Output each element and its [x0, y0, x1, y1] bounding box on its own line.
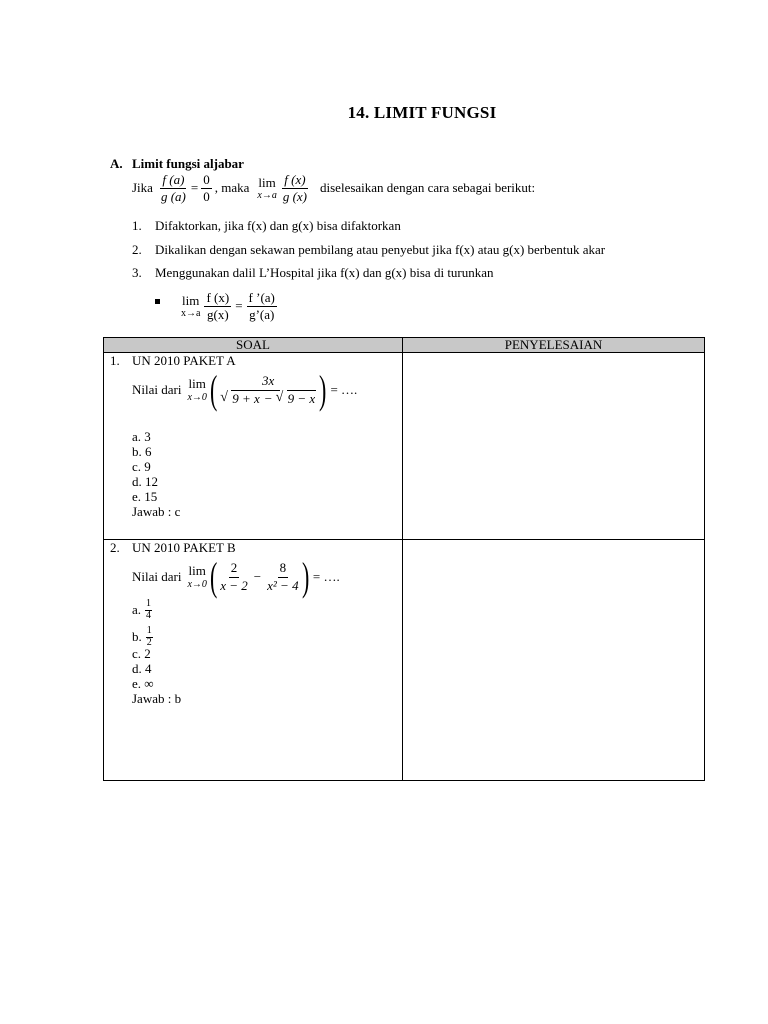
q1-numerator: 3x: [256, 374, 280, 390]
option-fraction: [146, 626, 153, 648]
q1-soal-cell: [104, 353, 403, 540]
q2-answer: Jawab : b: [132, 691, 182, 706]
fx-over-gx-2: [204, 291, 231, 323]
q2-f1-den: x − 2: [220, 577, 248, 593]
q1-title: UN 2010 PAKET A: [132, 353, 236, 368]
q2-fraction-2: [265, 561, 300, 593]
q2-f2-num: 8: [278, 561, 289, 577]
q2-lim: [187, 564, 206, 589]
method-text: Menggunakan dalil L’Hospital jika f(x) dan g(x) bisa di turunkan: [155, 265, 494, 280]
intro-formula: [132, 173, 535, 205]
q2-soal-cell: [104, 540, 403, 781]
option-num: 1: [146, 598, 152, 609]
right-paren: ): [319, 367, 327, 412]
q2-option-b: [132, 626, 153, 648]
q2-number: 2.: [110, 540, 120, 555]
header-penyelesaian: PENYELESAIAN: [403, 338, 705, 353]
q1-suffix: = ….: [330, 381, 358, 397]
option-den: 4: [146, 609, 152, 621]
q1-root2: 9 − x: [287, 390, 316, 406]
q1-fraction: [218, 374, 318, 406]
hospital-lim-sub: x→a: [181, 308, 201, 320]
left-paren: (: [209, 367, 218, 412]
table-row: [104, 353, 705, 540]
option-item: d. 4: [132, 661, 152, 676]
method-3: [132, 265, 494, 281]
left-paren: (: [209, 554, 218, 599]
option-item: e. 15: [132, 489, 158, 504]
method-num: 1.: [132, 218, 142, 233]
q1-lim-word: lim: [188, 376, 206, 392]
intro-tail: diselesaikan dengan cara sebagai berikut:: [320, 180, 536, 196]
option-item: a. 3: [132, 429, 151, 444]
zero-num: 0: [201, 173, 212, 189]
fa-text: f (a): [160, 173, 186, 189]
method-2: [132, 242, 606, 258]
option-item: b. 6: [132, 444, 152, 459]
method-text: Dikalikan dengan sekawan pembilang atau penyebut jika f(x) atau g(x) berbentuk akar: [155, 242, 606, 257]
q1-lim-sub: x→0: [187, 391, 207, 403]
q1-prefix: Nilai dari: [132, 381, 182, 397]
fa-over-ga: [159, 173, 188, 205]
fx-over-gx: [281, 173, 309, 205]
method-1: [132, 218, 401, 234]
method-num: 3.: [132, 265, 142, 280]
method-text: Difaktorkan, jika f(x) dan g(x) bisa difaktorkan: [155, 218, 401, 233]
fpa-over-gpa: [247, 291, 277, 323]
q2-penyelesaian-cell: [403, 540, 705, 781]
right-paren: ): [301, 554, 309, 599]
q1-number: 1.: [110, 353, 120, 368]
q2-option-a: [132, 599, 152, 621]
intro-jika: Jika: [132, 180, 153, 196]
bullet-icon: [155, 299, 160, 304]
option-fraction: [145, 599, 152, 621]
q1-options: [132, 429, 180, 519]
page-title: 14. LIMIT FUNGSI: [347, 103, 497, 122]
option-num: 1: [146, 625, 152, 636]
q2-minus: −: [253, 568, 262, 584]
method-num: 2.: [132, 242, 142, 257]
intro-lim-sub: x→a: [257, 190, 277, 202]
intro-eq: =: [190, 180, 199, 196]
problem-table: [103, 337, 705, 781]
hospital-lim: [181, 294, 200, 319]
option-item: c. 9: [132, 459, 151, 474]
intro-lim-word: lim: [258, 175, 276, 191]
q1-answer: Jawab : c: [132, 504, 181, 519]
fx2-text: f (x): [204, 291, 231, 307]
q2-expression: [132, 554, 340, 599]
fpa-text: f ’(a): [247, 291, 277, 307]
q2-f2-den: x² − 4: [267, 577, 299, 593]
option-label: b.: [132, 628, 142, 644]
q2-title: UN 2010 PAKET B: [132, 540, 236, 555]
q1-root1: 9 + x: [232, 390, 260, 406]
q1-minus: −: [263, 390, 273, 406]
q2-fraction-1: [218, 561, 250, 593]
zero-over-zero: [201, 173, 212, 205]
fx-text: f (x): [282, 173, 307, 189]
q1-penyelesaian-cell: [403, 353, 705, 540]
q2-options: [132, 646, 181, 706]
gx2-text: g(x): [206, 307, 229, 323]
hospital-lim-word: lim: [182, 293, 200, 309]
intro-lim: [257, 176, 276, 201]
table-row: [104, 540, 705, 781]
q1-lim: [187, 377, 206, 402]
option-label: a.: [132, 601, 142, 617]
q2-prefix: Nilai dari: [132, 568, 182, 584]
hospital-eq: =: [235, 298, 243, 314]
q2-f1-num: 2: [229, 561, 240, 577]
q2-suffix: = ….: [312, 568, 340, 584]
zero-den: 0: [203, 189, 210, 205]
section-heading: Limit fungsi aljabar: [132, 156, 244, 171]
option-item: d. 12: [132, 474, 158, 489]
option-item: e. ∞: [132, 676, 154, 691]
q1-expression: [132, 367, 358, 412]
gx-text: g (x): [282, 189, 308, 205]
header-soal: SOAL: [104, 338, 403, 353]
sqrt-icon: [277, 392, 317, 406]
option-item: c. 2: [132, 646, 151, 661]
hospital-formula: [155, 291, 278, 323]
table-header-row: [104, 338, 705, 353]
q2-lim-word: lim: [188, 563, 206, 579]
ga-text: g (a): [160, 189, 186, 205]
section-label: A.: [110, 156, 123, 171]
intro-maka: , maka: [214, 180, 250, 196]
gpa-text: g’(a): [249, 307, 275, 323]
sqrt-icon: [221, 392, 261, 406]
q2-lim-sub: x→0: [187, 578, 207, 590]
option-den: 2: [146, 636, 152, 648]
q1-denominator: [218, 391, 318, 406]
